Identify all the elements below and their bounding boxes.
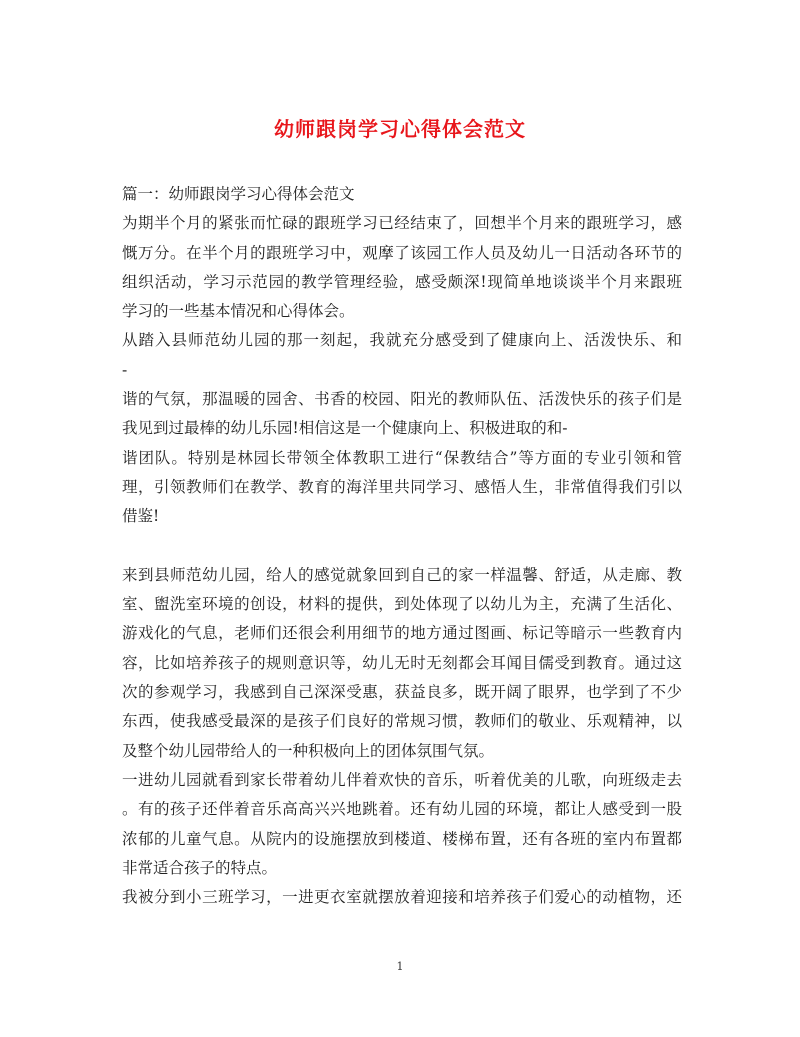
paragraph-line: 次的参观学习，我感到自己深深受惠，获益良多，既开阔了眼界，也学到了不少: [122, 683, 682, 702]
paragraph-line: 我见到过最棒的幼儿乐园!相信这是一个健康向上、积极进取的和-: [122, 419, 568, 438]
document-title: 幼师跟岗学习心得体会范文: [274, 117, 526, 141]
paragraph-line: 慨万分。在半个月的跟班学习中，观摩了该园工作人员及幼儿一日活动各环节的: [122, 243, 682, 262]
paragraph-line: 室、盥洗室环境的创设，材料的提供，到处体现了以幼儿为主，充满了生活化、: [122, 595, 682, 614]
paragraph-line: 从踏入县师范幼儿园的那一刻起，我就充分感受到了健康向上、活泼快乐、和: [122, 331, 682, 350]
paragraph-line: 浓郁的儿童气息。从院内的设施摆放到楼道、楼梯布置，还有各班的室内布置都: [122, 829, 682, 848]
paragraph-line: 组织活动，学习示范园的教学管理经验，感受颇深!现简单地谈谈半个月来跟班: [122, 272, 682, 291]
document-body: [122, 180, 682, 912]
paragraph-line: 容，比如培养孩子的规则意识等，幼儿无时无刻都会耳闻目儒受到教育。通过这: [122, 653, 682, 672]
paragraph-line: -: [122, 360, 128, 379]
paragraph-line: 学习的一些基本情况和心得体会。: [122, 302, 355, 321]
paragraph-line: 谐团队。特别是林园长带领全体教职工进行“保教结合”等方面的专业引领和管: [122, 448, 682, 467]
paragraph-line: 为期半个月的紧张而忙碌的跟班学习已经结束了，回想半个月来的跟班学习，感: [122, 214, 682, 233]
paragraph-line: 。有的孩子还伴着音乐高高兴兴地跳着。还有幼儿园的环境，都让人感受到一股: [122, 800, 682, 819]
paragraph-line: 游戏化的气息，老师们还很会利用细节的地方通过图画、标记等暗示一些教育内: [122, 624, 682, 643]
paragraph-line: 非常适合孩子的特点。: [122, 858, 278, 877]
paragraph-line: 借鉴!: [122, 507, 160, 526]
paragraph-line: 东西，使我感受最深的是孩子们良好的常规习惯，教师们的敬业、乐观精神，以: [122, 712, 682, 731]
paragraph-line: 及整个幼儿园带给人的一种积极向上的团体氛围气氛。: [122, 741, 495, 760]
blank-line: [122, 532, 682, 561]
page-number: 1: [396, 960, 404, 973]
paragraph-line: 理，引领教师们在教学、教育的海洋里共同学习、感悟人生，非常值得我们引以: [122, 477, 682, 496]
paragraph-line: 谐的气氛，那温暖的园舍、书香的校园、阳光的教师队伍、活泼快乐的孩子们是: [122, 390, 682, 409]
paragraph-line: 来到县师范幼儿园，给人的感觉就象回到自己的家一样温馨、舒适，从走廊、教: [122, 565, 682, 584]
paragraph-line: 一进幼儿园就看到家长带着幼儿伴着欢快的音乐，听着优美的儿歌，向班级走去: [122, 770, 682, 789]
paragraph-line: 我被分到小三班学习，一进更衣室就摆放着迎接和培养孩子们爱心的动植物，还: [122, 888, 682, 907]
paragraph-line: 篇一：幼师跟岗学习心得体会范文: [122, 185, 355, 203]
